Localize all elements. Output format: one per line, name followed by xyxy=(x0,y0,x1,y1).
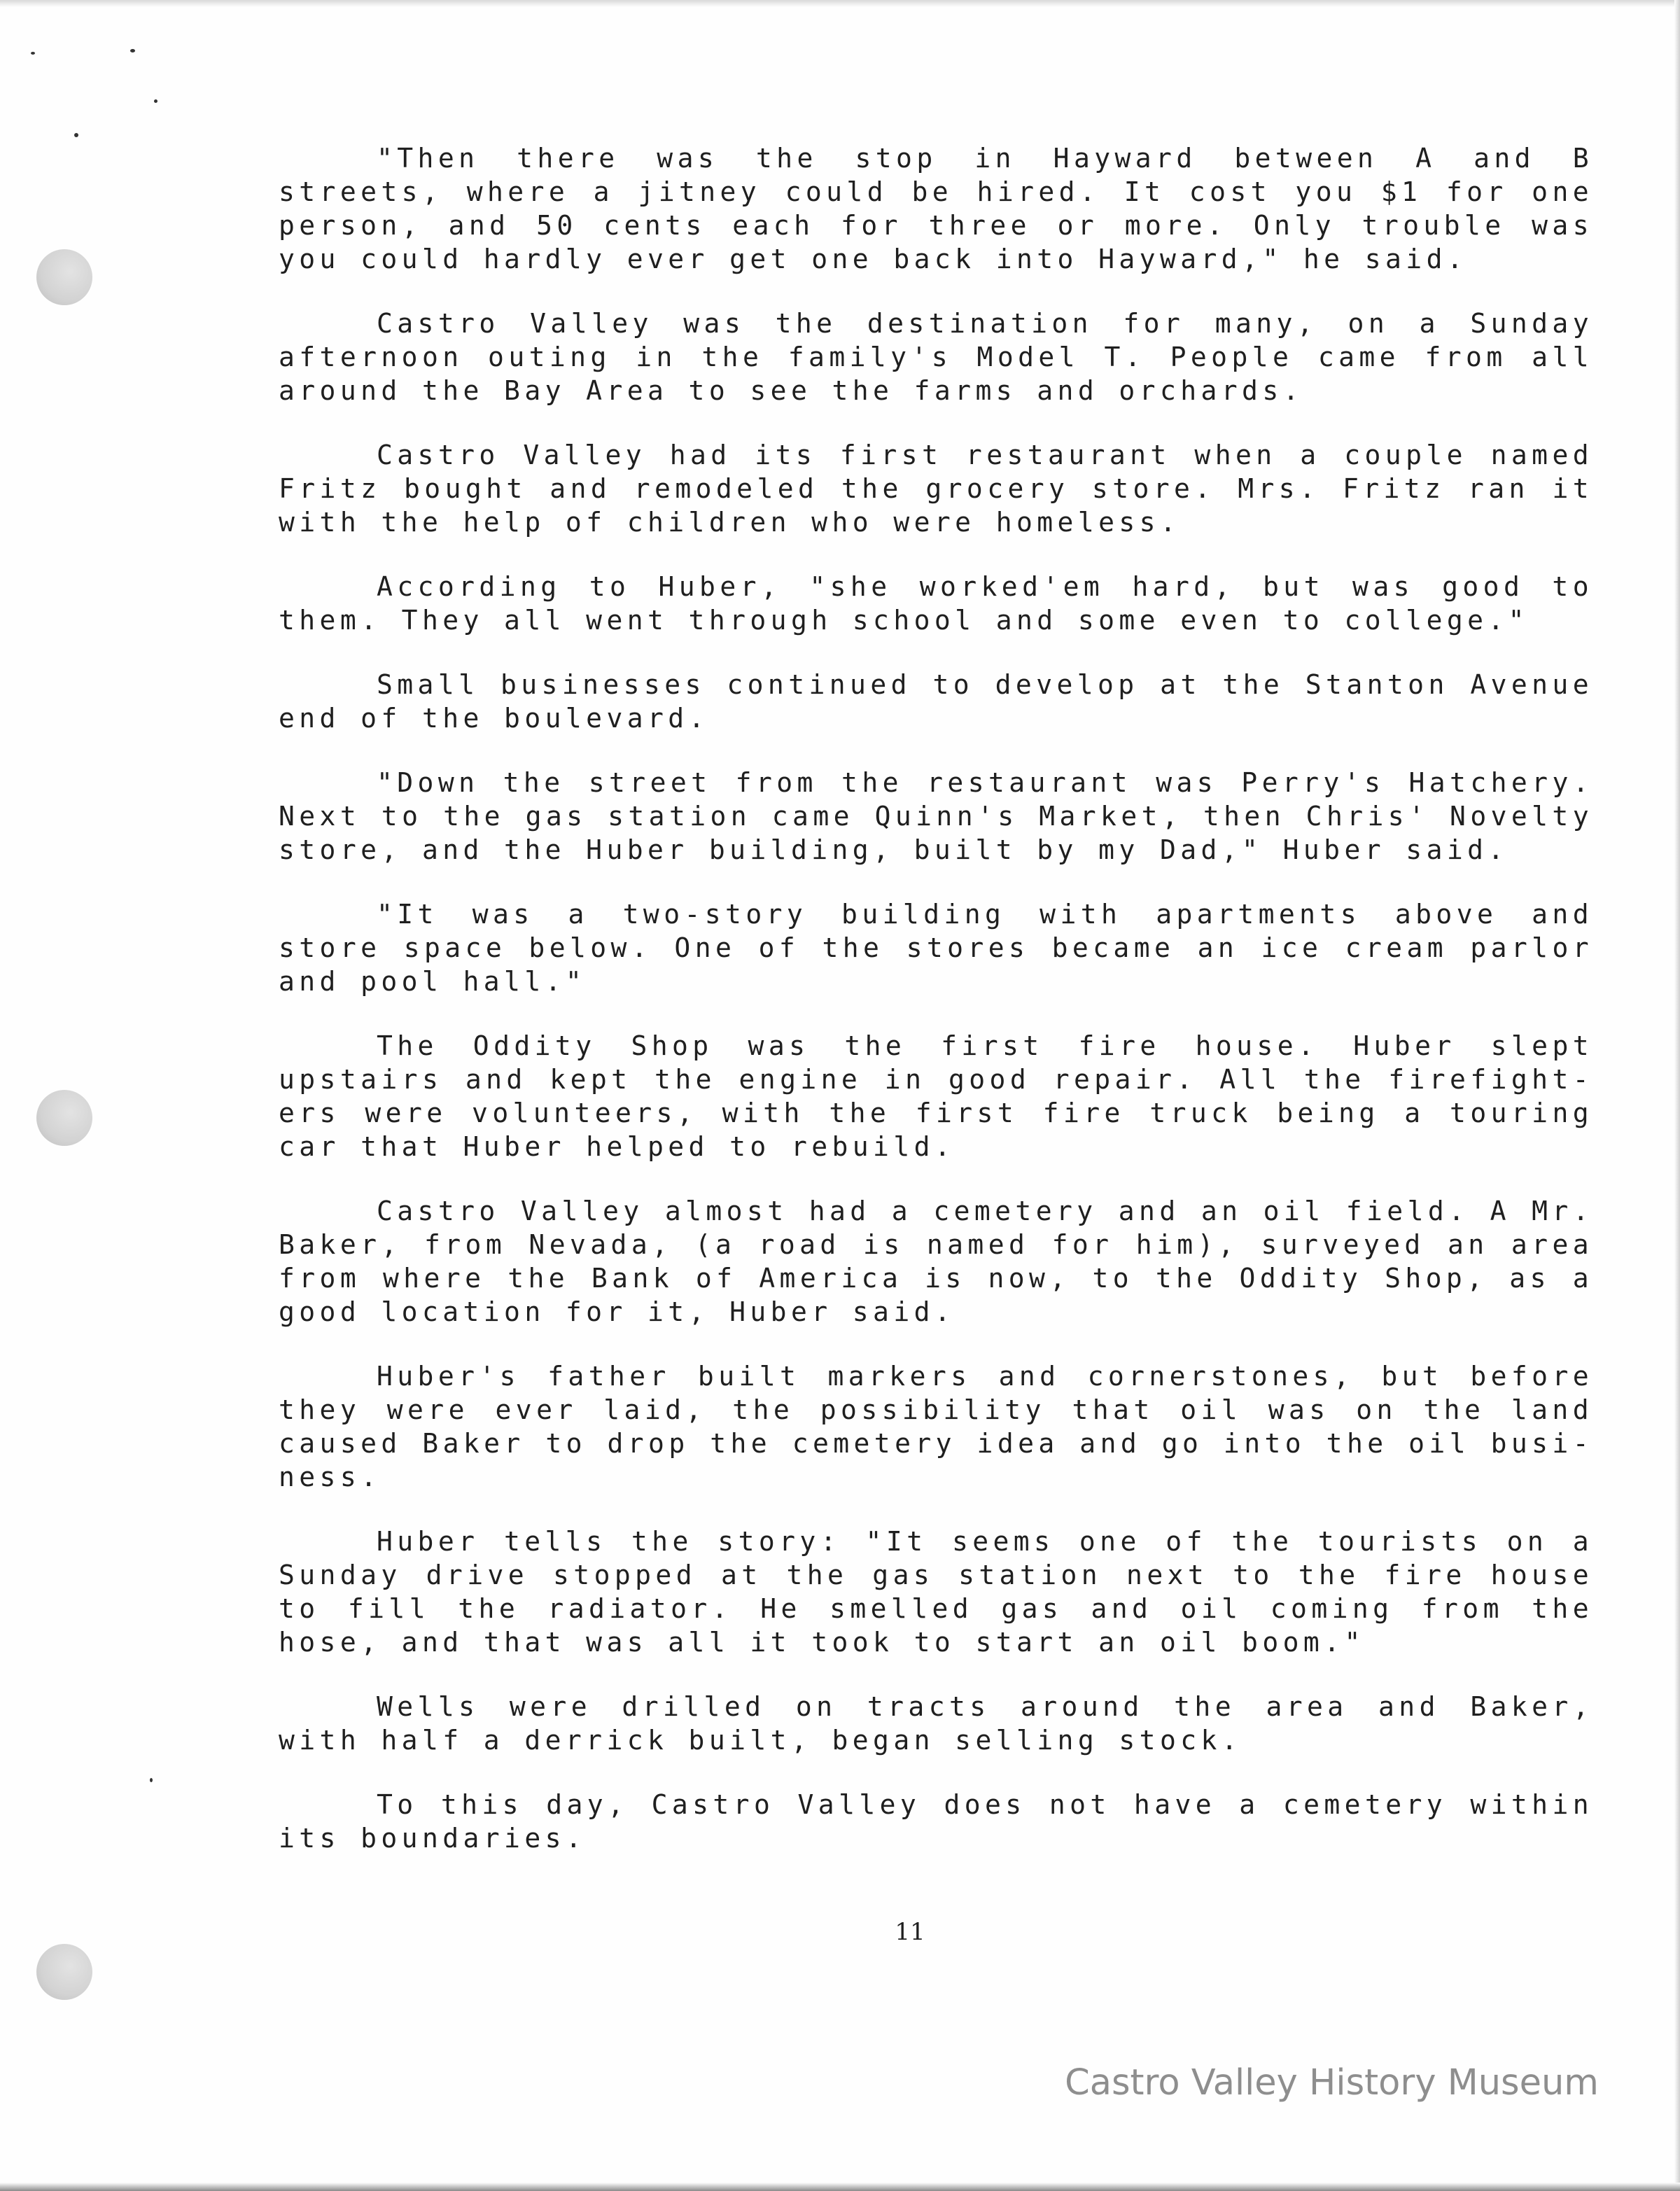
binder-hole-middle xyxy=(36,1090,92,1146)
paragraph: Small businesses continued to develop at the Stanton Avenue end of the boulevard. xyxy=(279,669,1593,734)
binder-hole-top xyxy=(36,249,92,305)
scan-speck xyxy=(130,49,135,52)
paragraph: "Then there was the stop in Hayward between A and B streets, where a jitney could be hired. It cost you $1 for one person, and 50 cents each for three or more. Only trouble was you could hardly ever get one back into Hayward," he said. xyxy=(279,143,1593,274)
page-number: 11 xyxy=(895,1918,925,1946)
paragraph: Wells were drilled on tracts around the area and Baker, with half a derrick built, began selling stock. xyxy=(279,1691,1593,1756)
paragraph: The Oddity Shop was the first fire house. Huber slept upstairs and kept the engine in good repair. All the firefight- ers were volunteers, with the first fire truck being a touring car that Huber helped to rebuild. xyxy=(279,1030,1593,1162)
paragraph: To this day, Castro Valley does not have a cemetery within its boundaries. xyxy=(279,1789,1593,1854)
article-body xyxy=(279,141,1593,1886)
paragraph: Castro Valley had its first restaurant when a couple named Fritz bought and remodeled the grocery store. Mrs. Fritz ran it with the help of children who were homeless. xyxy=(279,440,1593,538)
scan-speck xyxy=(154,99,158,103)
scan-speck xyxy=(150,1778,153,1782)
scan-speck xyxy=(31,52,35,55)
page-right-edge xyxy=(1674,0,1680,2191)
scan-speck xyxy=(74,133,78,137)
paragraph: According to Huber, "she worked'em hard, but was good to them. They all went through school and some even to college." xyxy=(279,571,1593,636)
paragraph: Castro Valley was the destination for many, on a Sunday afternoon outing in the family's Model T. People came from all around the Bay Area to see the farms and orchards. xyxy=(279,308,1593,406)
paragraph: Huber tells the story: "It seems one of the tourists on a Sunday drive stopped at the gas station next to the fire house to fill the radiator. He smelled gas and oil coming from the hose, and that was all it took to start an oil boom." xyxy=(279,1526,1593,1658)
paragraph: Castro Valley almost had a cemetery and an oil field. A Mr. Baker, from Nevada, (a road is named for him), surveyed an area from where the Bank of America is now, to the Oddity Shop, as a good location for it, Huber said. xyxy=(279,1196,1593,1327)
binder-hole-bottom xyxy=(36,1944,92,2000)
museum-watermark: Castro Valley History Museum xyxy=(1065,2062,1599,2104)
page-top-edge xyxy=(0,0,1680,7)
paragraph: Huber's father built markers and cornerstones, but before they were ever laid, the possibility that oil was on the land caused Baker to drop the cemetery idea and go into the oil busi- ness. xyxy=(279,1361,1593,1492)
page-bottom-edge xyxy=(0,2183,1680,2191)
paragraph: "Down the street from the restaurant was Perry's Hatchery. Next to the gas station came Quinn's Market, then Chris' Novelty store, and the Huber building, built by my Dad," Huber said. xyxy=(279,767,1593,865)
paragraph: "It was a two-story building with apartments above and store space below. One of the stores became an ice cream parlor and pool hall." xyxy=(279,899,1593,997)
